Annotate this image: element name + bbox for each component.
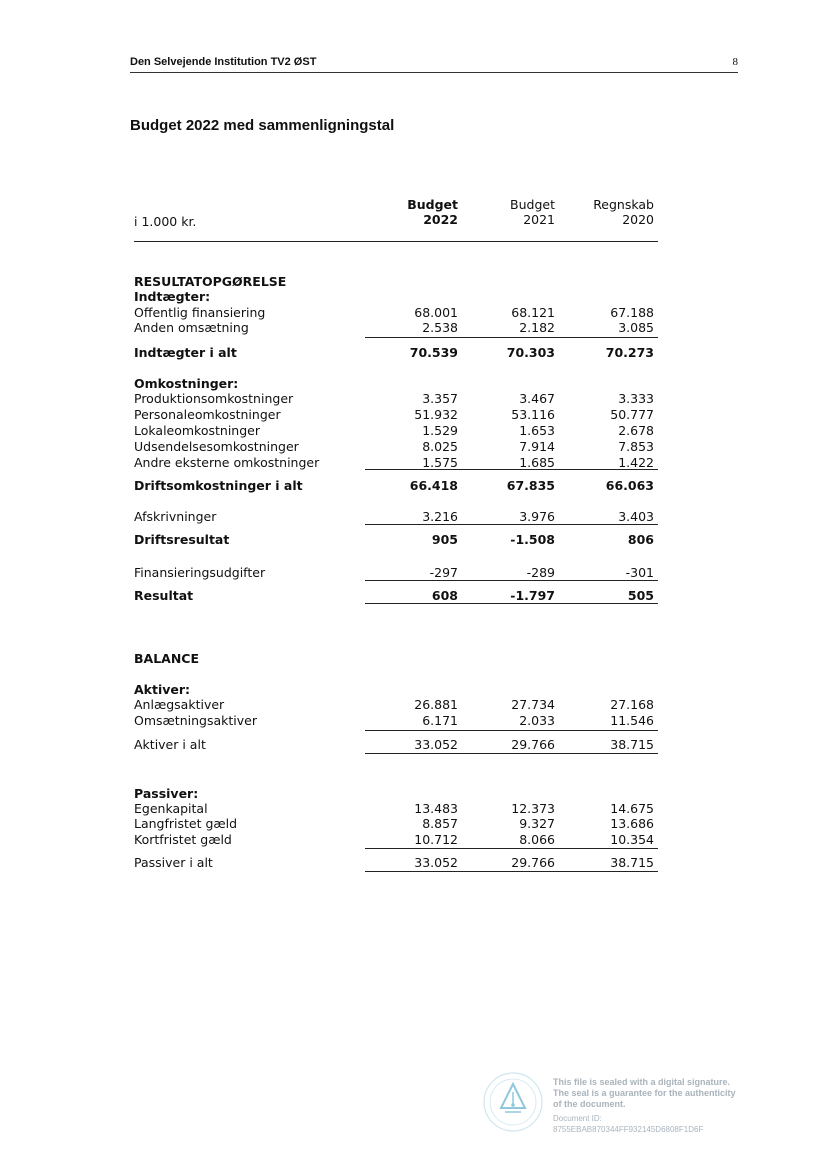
table-row: Personaleomkostninger 51.932 53.116 50.777	[134, 407, 654, 422]
document-id-label: Document ID:	[553, 1114, 602, 1123]
table-row: Langfristet gæld 8.857 9.327 13.686	[134, 816, 654, 831]
table-row: Egenkapital 13.483 12.373 14.675	[134, 801, 654, 816]
subtotal-rule	[365, 337, 658, 338]
subtotal-rule	[365, 730, 658, 731]
col-budget-2021-label: Budget	[510, 197, 555, 212]
total-row: Resultat 608 -1.797 505	[134, 588, 654, 603]
table-row: Afskrivninger 3.216 3.976 3.403	[134, 509, 654, 524]
col-regnskab-2020-label: Regnskab	[593, 197, 654, 212]
seal-notice	[553, 1077, 736, 1135]
digital-seal-icon	[478, 1070, 548, 1134]
col-regnskab-2020-year: 2020	[622, 212, 654, 227]
subtotal-rule	[365, 848, 658, 849]
table-row: Kortfristet gæld 10.712 8.066 10.354	[134, 832, 654, 847]
total-rule	[365, 871, 658, 872]
subtotal-rule	[365, 580, 658, 581]
page-header	[130, 56, 738, 73]
total-row: Aktiver i alt 33.052 29.766 38.715	[134, 737, 654, 752]
table-row: Produktionsomkostninger 3.357 3.467 3.333	[134, 391, 654, 406]
group-heading: Passiver:	[134, 786, 199, 801]
table-row: Andre eksterne omkostninger 1.575 1.685 1.422	[134, 455, 654, 470]
result-rule	[365, 603, 658, 604]
table-row: Lokaleomkostninger 1.529 1.653 2.678	[134, 423, 654, 438]
seal-line-3: of the document.	[553, 1099, 626, 1109]
group-heading: Indtægter:	[134, 289, 211, 304]
table-row: Udsendelsesomkostninger 8.025 7.914 7.853	[134, 439, 654, 454]
organization-name: Den Selvejende Institution TV2 ØST	[130, 56, 317, 68]
total-row: Driftsresultat 905 -1.508 806	[134, 532, 654, 547]
document-title: Budget 2022 med sammenligningstal	[130, 117, 395, 134]
group-heading: Omkostninger:	[134, 376, 239, 391]
col-budget-2021-year: 2021	[523, 212, 555, 227]
total-row: Passiver i alt 33.052 29.766 38.715	[134, 855, 654, 870]
subtotal-rule	[365, 524, 658, 525]
seal-line-1: This file is sealed with a digital signature.	[553, 1077, 731, 1087]
table-row: Offentlig finansiering 68.001 68.121 67.188	[134, 305, 654, 320]
section-heading: BALANCE	[134, 651, 200, 666]
unit-label: i 1.000 kr.	[134, 214, 197, 229]
col-budget-2022-label: Budget	[407, 197, 458, 212]
document-id-value: 8755EBAB870344FF932145D6808F1D6F	[553, 1125, 704, 1134]
subtotal-rule	[365, 469, 658, 470]
table-row: Anlægsaktiver 26.881 27.734 27.168	[134, 697, 654, 712]
table-row: Finansieringsudgifter -297 -289 -301	[134, 565, 654, 580]
total-row: Driftsomkostninger i alt 66.418 67.835 66.063	[134, 478, 654, 493]
table-row: Anden omsætning 2.538 2.182 3.085	[134, 320, 654, 335]
total-rule	[365, 753, 658, 754]
group-heading: Aktiver:	[134, 682, 191, 697]
table-row: Omsætningsaktiver 6.171 2.033 11.546	[134, 713, 654, 728]
col-budget-2022-year: 2022	[423, 212, 458, 227]
header-rule	[134, 241, 658, 242]
page-number: 8	[732, 56, 738, 68]
total-row: Indtægter i alt 70.539 70.303 70.273	[134, 345, 654, 360]
seal-line-2: The seal is a guarantee for the authenticity	[553, 1088, 736, 1098]
section-heading: RESULTATOPGØRELSE	[134, 274, 287, 289]
